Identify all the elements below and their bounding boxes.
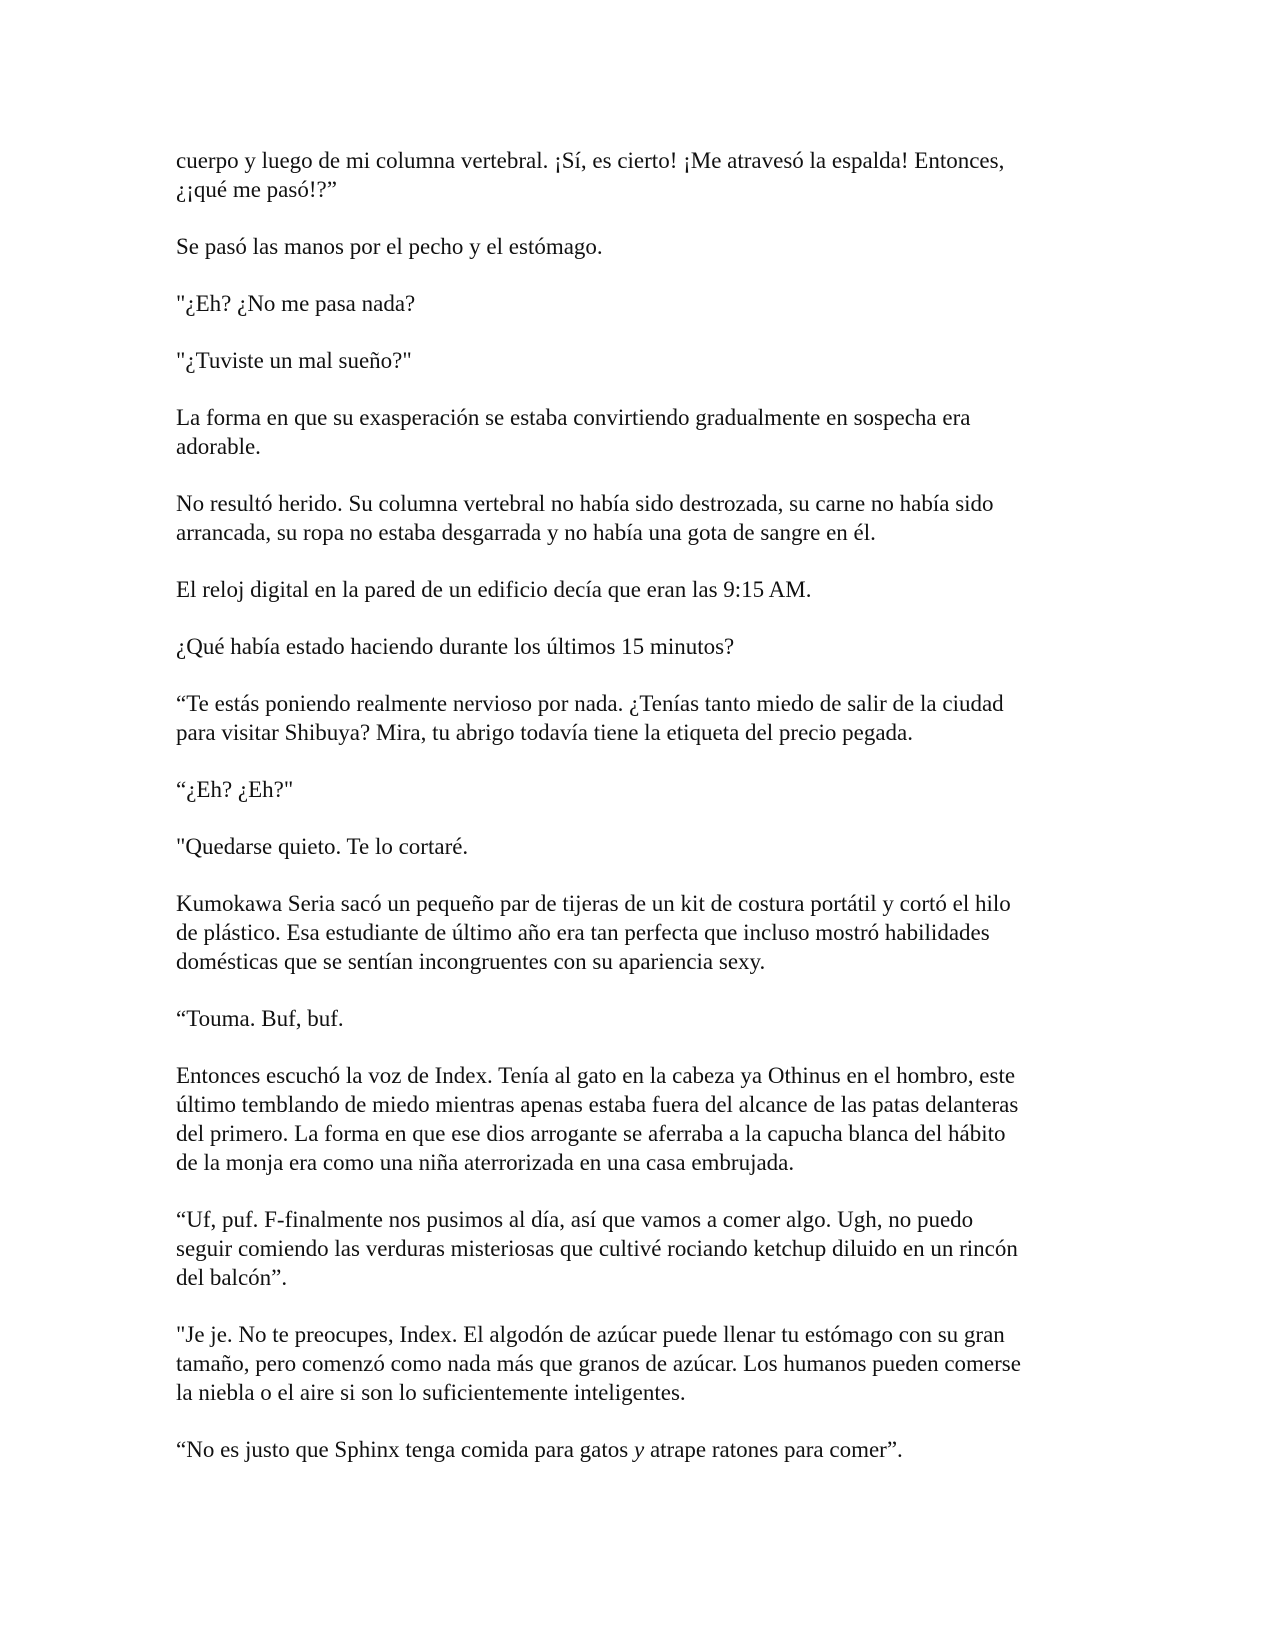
paragraph-16: "Je je. No te preocupes, Index. El algodón de azúcar puede llenar tu estómago con su gran tamaño, pero comenzó como nada más que granos de azúcar. Los humanos pueden comerse la niebla o el aire si son lo suficientemente inteligentes. (176, 1322, 1021, 1405)
paragraph-15: “Uf, puf. F-finalmente nos pusimos al día, así que vamos a comer algo. Ugh, no puedo seguir comiendo las verduras misteriosas que cultivé rociando ketchup diluido en un rincón del balcón”. (176, 1207, 1018, 1290)
paragraph-9: “Te estás poniendo realmente nervioso por nada. ¿Tenías tanto miedo de salir de la ciudad para visitar Shibuya? Mira, tu abrigo todavía tiene la etiqueta del precio pegada. (176, 691, 1004, 745)
paragraph-11: "Quedarse quieto. Te lo cortaré. (176, 834, 469, 859)
paragraph-13: “Touma. Buf, buf. (176, 1006, 344, 1031)
paragraph-17-emphasis: y (633, 1437, 645, 1462)
paragraph-17 (176, 1435, 1106, 1464)
document-page (176, 146, 1106, 1492)
paragraph-12: Kumokawa Seria sacó un pequeño par de tijeras de un kit de costura portátil y cortó el hilo de plástico. Esa estudiante de último año era tan perfecta que incluso mostró habilidades domésticas que se sentían incongruentes con su apariencia sexy. (176, 891, 1011, 974)
paragraph-17-text-before: “No es justo que Sphinx tenga comida para gatos (176, 1437, 634, 1462)
paragraph-6: No resultó herido. Su columna vertebral no había sido destrozada, su carne no había sido arrancada, su ropa no estaba desgarrada y no había una gota de sangre en él. (176, 491, 994, 545)
paragraph-2: Se pasó las manos por el pecho y el estómago. (176, 234, 603, 259)
paragraph-1: cuerpo y luego de mi columna vertebral. ¡Sí, es cierto! ¡Me atravesó la espalda! Entonces, ¿¡qué me pasó!?” (176, 148, 1005, 202)
paragraph-17-text-after: atrape ratones para comer”. (644, 1437, 903, 1462)
paragraph-10: “¿Eh? ¿Eh?" (176, 777, 294, 802)
paragraph-8: ¿Qué había estado haciendo durante los últimos 15 minutos? (176, 634, 735, 659)
paragraph-7: El reloj digital en la pared de un edificio decía que eran las 9:15 AM. (176, 577, 812, 602)
paragraph-3: "¿Eh? ¿No me pasa nada? (176, 291, 416, 316)
paragraph-14: Entonces escuchó la voz de Index. Tenía al gato en la cabeza ya Othinus en el hombro, este último temblando de miedo mientras apenas estaba fuera del alcance de las patas delanteras del primero. La forma en que ese dios arrogante se aferraba a la capucha blanca del hábito de la monja era como una niña aterrorizada en una casa embrujada. (176, 1063, 1019, 1175)
paragraph-4: "¿Tuviste un mal sueño?" (176, 348, 412, 373)
paragraph-5: La forma en que su exasperación se estaba convirtiendo gradualmente en sospecha era adorable. (176, 405, 971, 459)
